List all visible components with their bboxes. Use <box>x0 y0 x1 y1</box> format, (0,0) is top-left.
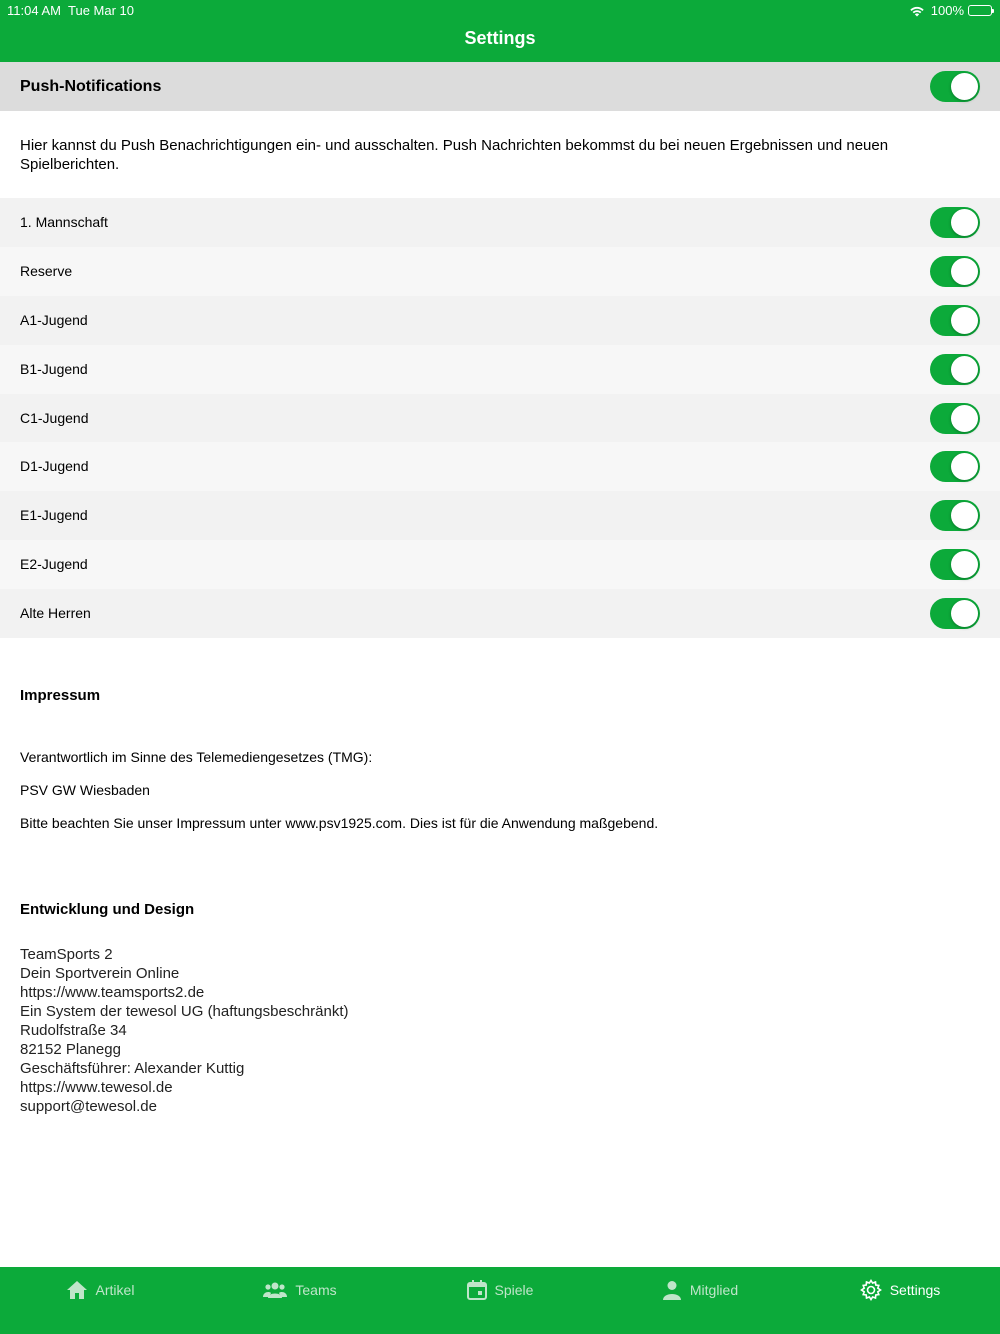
tab-spiele[interactable] <box>400 1267 600 1313</box>
status-time: 11:04 AM <box>7 3 61 18</box>
status-bar <box>0 0 1000 20</box>
tab-label: Settings <box>889 1282 941 1298</box>
development-line: TeamSports 2 <box>20 946 113 963</box>
toggle-knob <box>951 307 978 334</box>
tab-label: Mitglied <box>689 1282 739 1298</box>
team-notification-list <box>0 198 1000 638</box>
tab-bar <box>0 1267 1000 1334</box>
tab-artikel[interactable] <box>0 1267 200 1313</box>
development-line: support@tewesol.de <box>20 1098 157 1115</box>
development-info <box>20 945 348 1116</box>
team-label: A1-Jugend <box>20 311 88 328</box>
people-icon <box>263 1281 287 1299</box>
team-label: Alte Herren <box>20 605 91 622</box>
toggle-knob <box>951 453 978 480</box>
team-row <box>0 394 1000 443</box>
toggle-knob <box>951 405 978 432</box>
team-row <box>0 589 1000 638</box>
team-row <box>0 296 1000 345</box>
status-indicators <box>909 3 992 18</box>
development-line: Dein Sportverein Online <box>20 965 180 982</box>
toggle-knob <box>951 600 978 627</box>
impressum-responsible: Verantwortlich im Sinne des Telemediengesetzes (TMG): <box>20 749 373 765</box>
toggle-knob <box>951 73 978 100</box>
gear-icon <box>860 1279 882 1301</box>
team-label: C1-Jugend <box>20 409 89 426</box>
battery-icon <box>968 5 992 16</box>
team-toggle[interactable] <box>930 207 980 238</box>
push-notifications-header <box>0 62 1000 111</box>
push-notifications-title: Push-Notifications <box>20 78 162 95</box>
toggle-knob <box>951 551 978 578</box>
team-toggle[interactable] <box>930 305 980 336</box>
tab-teams[interactable] <box>200 1267 400 1313</box>
team-toggle[interactable] <box>930 451 980 482</box>
team-toggle[interactable] <box>930 598 980 629</box>
tab-label: Spiele <box>494 1282 534 1298</box>
team-row <box>0 540 1000 589</box>
wifi-icon <box>909 5 925 17</box>
team-label: E2-Jugend <box>20 556 88 573</box>
team-row <box>0 345 1000 394</box>
battery-percentage: 100% <box>930 3 964 18</box>
toggle-knob <box>951 356 978 383</box>
development-line: https://www.tewesol.de <box>20 1079 173 1096</box>
team-toggle[interactable] <box>930 256 980 287</box>
team-row <box>0 247 1000 296</box>
push-description: Hier kannst du Push Benachrichtigungen ein- und ausschalten. Push Nachrichten bekommst du bei neuen Ergebnissen und neuen Spielberichten. <box>20 137 889 173</box>
tab-settings[interactable] <box>800 1267 1000 1313</box>
impressum-title: Impressum <box>20 687 101 704</box>
toggle-knob <box>951 502 978 529</box>
home-icon <box>66 1280 88 1300</box>
person-icon <box>662 1280 682 1300</box>
development-line: Geschäftsführer: Alexander Kuttig <box>20 1060 245 1077</box>
team-row <box>0 491 1000 540</box>
development-line: https://www.teamsports2.de <box>20 984 205 1001</box>
impressum-note: Bitte beachten Sie unser Impressum unter www.psv1925.com. Dies ist für die Anwendung maßgebend. <box>20 815 659 831</box>
status-date: Tue Mar 10 <box>68 3 134 18</box>
team-toggle[interactable] <box>930 354 980 385</box>
push-notifications-toggle[interactable] <box>930 71 980 102</box>
development-line: 82152 Planegg <box>20 1041 121 1058</box>
toggle-knob <box>951 209 978 236</box>
page-title: Settings <box>464 28 536 48</box>
tab-mitglied[interactable] <box>600 1267 800 1313</box>
team-toggle[interactable] <box>930 549 980 580</box>
team-toggle[interactable] <box>930 403 980 434</box>
development-title: Entwicklung und Design <box>20 901 195 918</box>
team-toggle[interactable] <box>930 500 980 531</box>
calendar-icon <box>467 1280 487 1300</box>
tab-label: Teams <box>295 1282 337 1298</box>
team-label: Reserve <box>20 262 73 279</box>
development-line: Rudolfstraße 34 <box>20 1022 127 1039</box>
tab-label: Artikel <box>95 1282 135 1298</box>
team-label: D1-Jugend <box>20 458 89 475</box>
toggle-knob <box>951 258 978 285</box>
development-line: Ein System der tewesol UG (haftungsbeschränkt) <box>20 1003 349 1020</box>
team-row <box>0 198 1000 247</box>
team-label: B1-Jugend <box>20 360 88 377</box>
impressum-club: PSV GW Wiesbaden <box>20 782 150 798</box>
team-row <box>0 442 1000 491</box>
team-label: E1-Jugend <box>20 507 88 524</box>
team-label: 1. Mannschaft <box>20 214 108 230</box>
navigation-bar <box>0 0 1000 62</box>
